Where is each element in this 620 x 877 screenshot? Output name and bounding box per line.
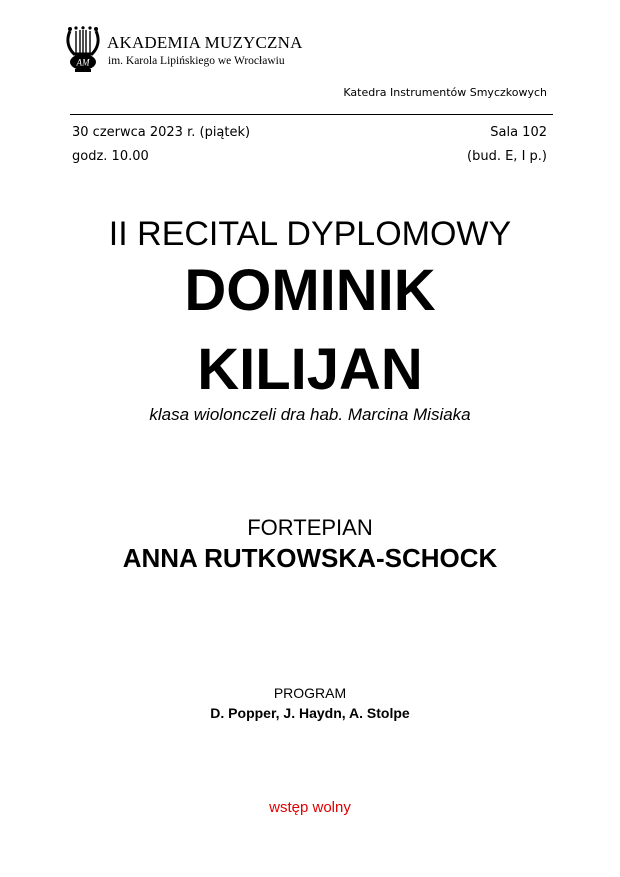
event-date: 30 czerwca 2023 r. (piątek)	[72, 125, 251, 140]
event-time: godz. 10.00	[72, 149, 149, 164]
accompanist-instrument: FORTEPIAN	[247, 515, 373, 540]
performer-last-name: KILIJAN	[197, 337, 423, 402]
lyre-icon	[66, 26, 100, 72]
event-building: (bud. E, I p.)	[467, 149, 547, 164]
svg-text:AM: AM	[76, 57, 90, 68]
department-name: Katedra Instrumentów Smyczkowych	[343, 86, 547, 99]
institution-subtitle: im. Karola Lipińskiego we Wrocławiu	[108, 55, 285, 67]
program-composers: D. Popper, J. Haydn, A. Stolpe	[210, 705, 410, 721]
header-divider	[70, 114, 553, 115]
event-room: Sala 102	[490, 125, 547, 140]
entry-note: wstęp wolny	[269, 799, 351, 816]
accompanist-name: ANNA RUTKOWSKA-SCHOCK	[122, 543, 498, 573]
class-line: klasa wiolonczeli dra hab. Marcina Misiaka	[149, 405, 471, 424]
institution-name: AKADEMIA MUZYCZNA	[107, 33, 303, 52]
performer-first-name: DOMINIK	[184, 258, 436, 323]
recital-title: II RECITAL DYPLOMOWY	[108, 215, 512, 253]
program-label: PROGRAM	[273, 685, 347, 701]
